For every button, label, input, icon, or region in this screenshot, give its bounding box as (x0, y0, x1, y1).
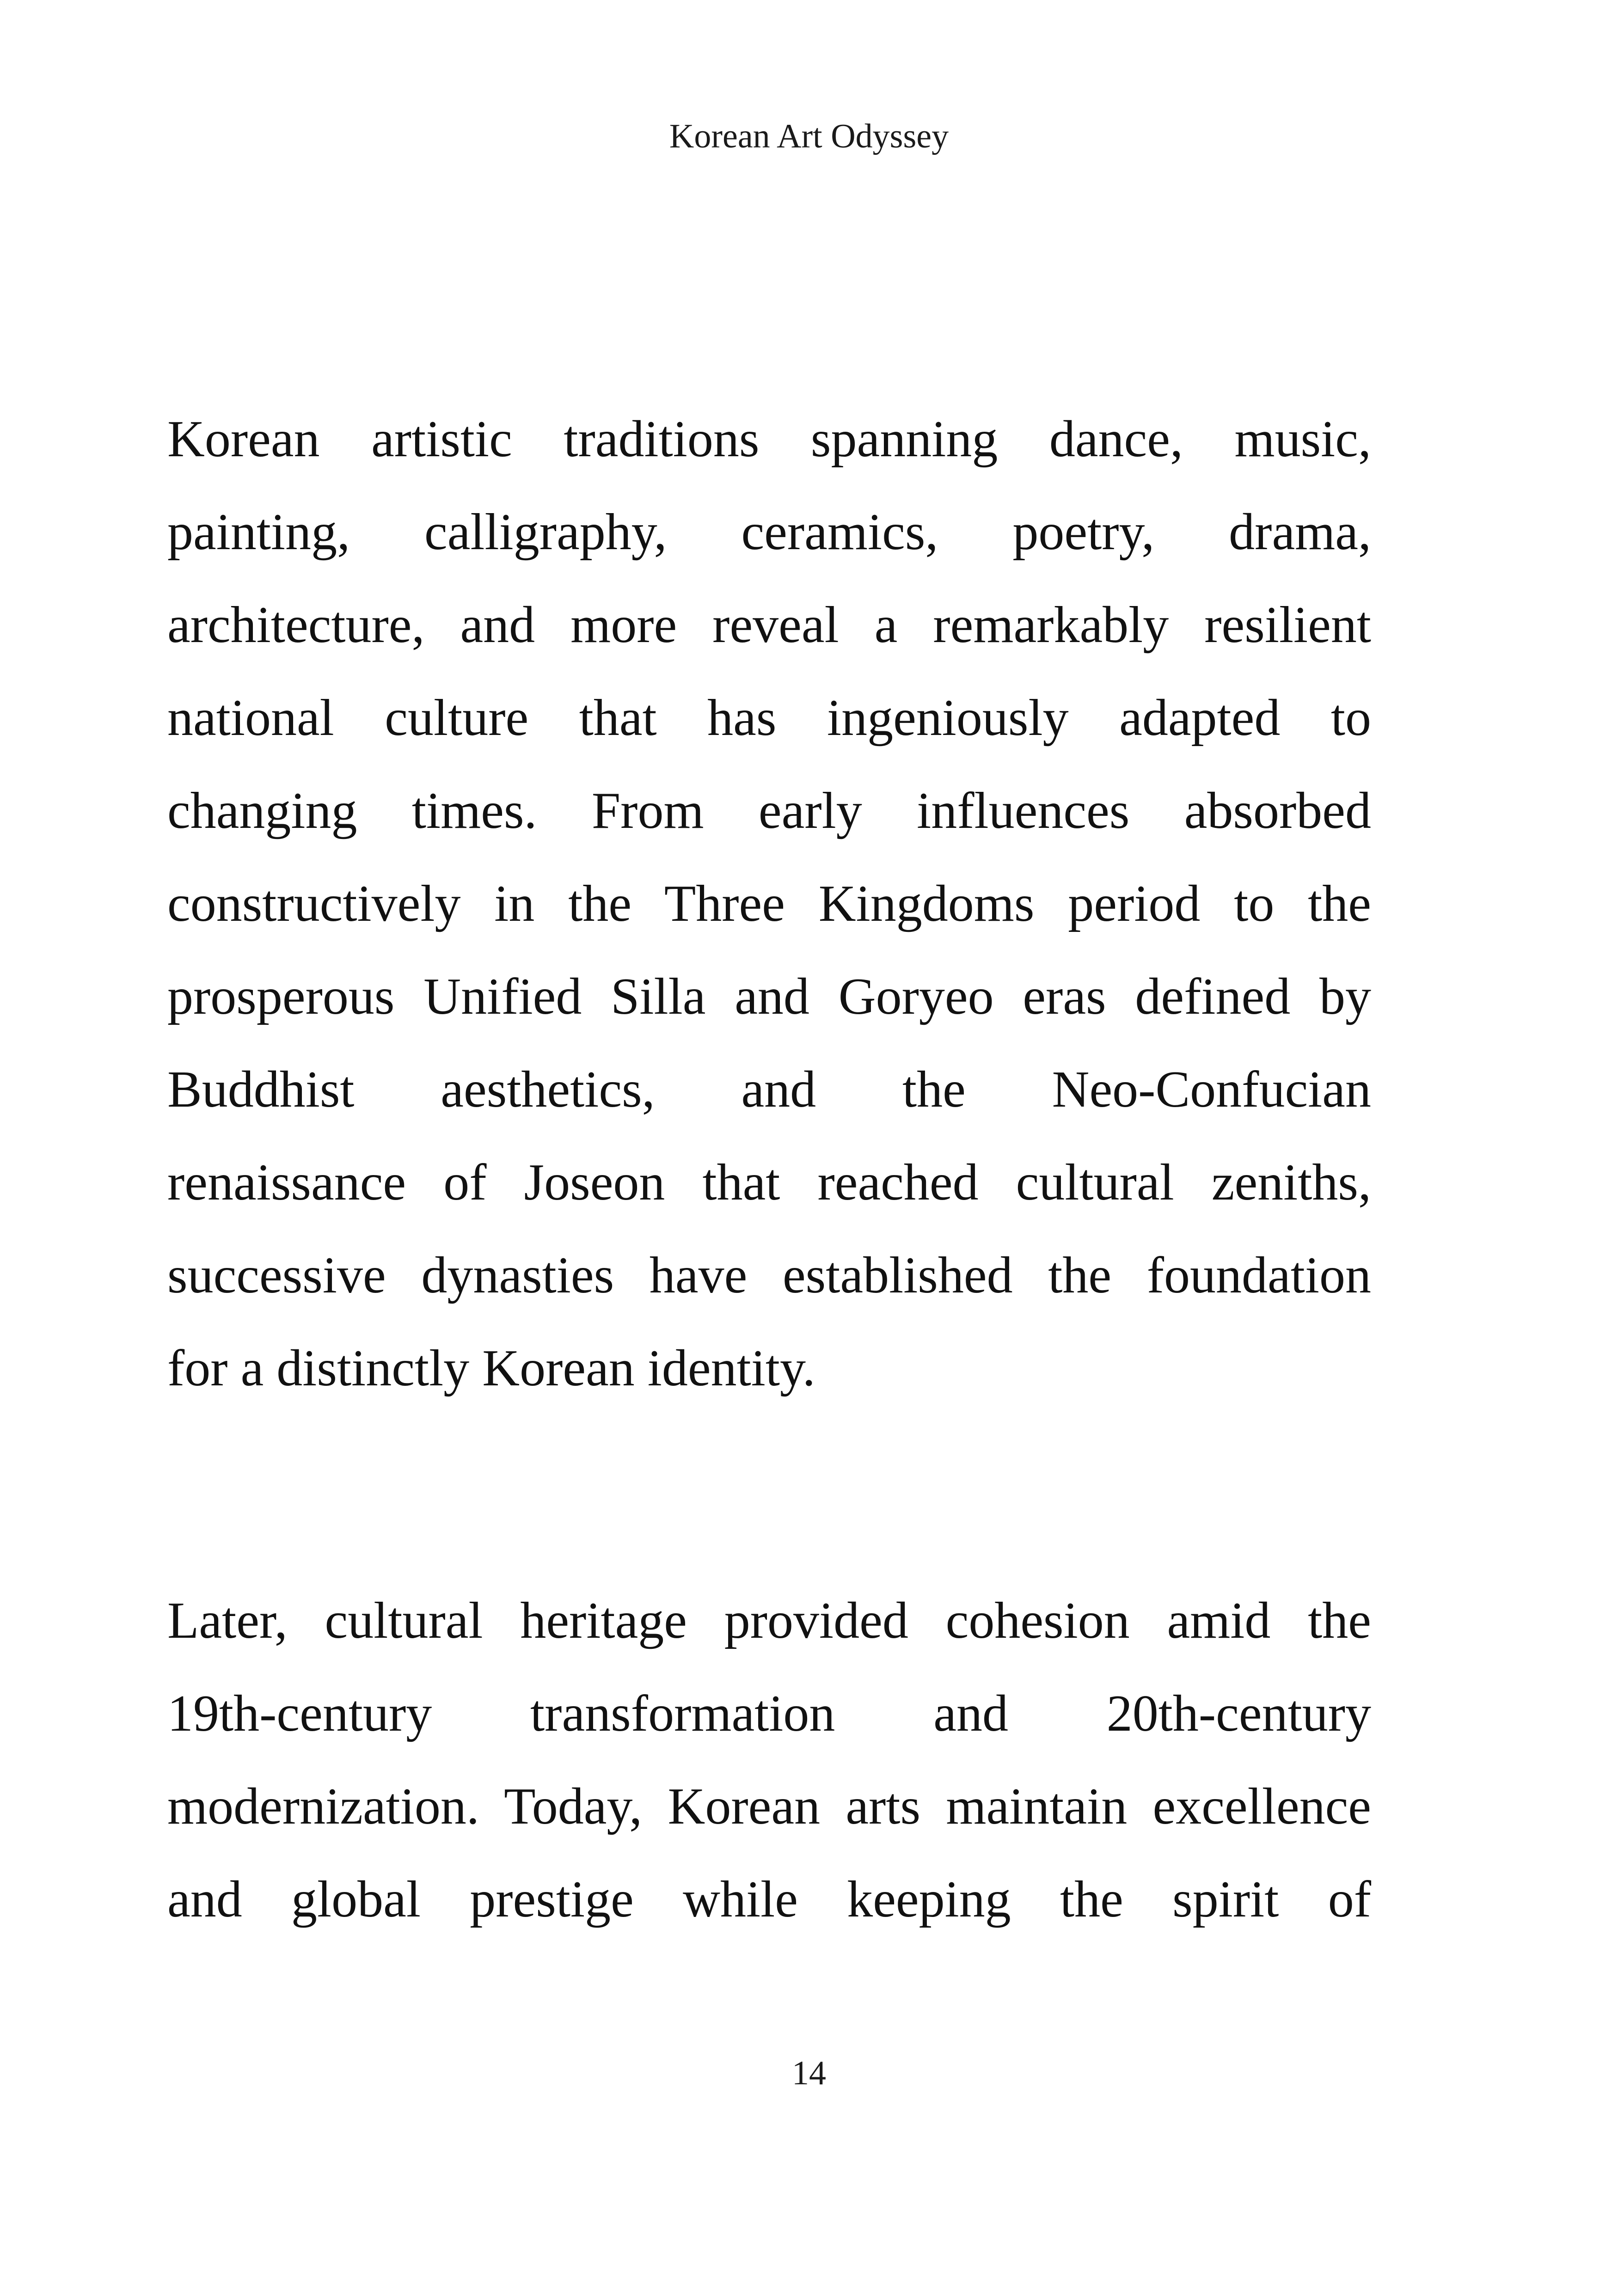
text-line: changing times. From early influences absorbed (167, 782, 1371, 839)
text-line: for a distinctly Korean identity. (167, 1340, 815, 1397)
text-line: painting, calligraphy, ceramics, poetry, drama, (167, 503, 1371, 561)
text-line: national culture that has ingeniously adapted to (167, 689, 1371, 747)
paragraph-1 (167, 393, 1371, 1415)
text-line: modernization. Today, Korean arts maintain excellence (167, 1778, 1371, 1835)
text-line: successive dynasties have established the foundation (167, 1247, 1371, 1304)
text-line: renaissance of Joseon that reached cultural zeniths, (167, 1154, 1371, 1211)
text-line: constructively in the Three Kingdoms period to the (167, 875, 1371, 932)
text-line: architecture, and more reveal a remarkably resilient (167, 596, 1371, 654)
text-line: 19th-century transformation and 20th-century (167, 1685, 1371, 1742)
text-line: and global prestige while keeping the spirit of (167, 1871, 1371, 1928)
paragraph-2 (167, 1574, 1371, 1946)
paragraph-spacer (167, 1415, 1371, 1574)
text-line: prosperous Unified Silla and Goryeo eras defined by (167, 968, 1371, 1025)
running-header: Korean Art Odyssey (669, 117, 949, 155)
body-text (167, 393, 1371, 1946)
text-line: Later, cultural heritage provided cohesion amid the (167, 1592, 1371, 1649)
page-number: 14 (792, 2054, 826, 2092)
text-line: Buddhist aesthetics, and the Neo-Confucian (167, 1061, 1371, 1118)
text-line: Korean artistic traditions spanning dance, music, (167, 410, 1371, 468)
